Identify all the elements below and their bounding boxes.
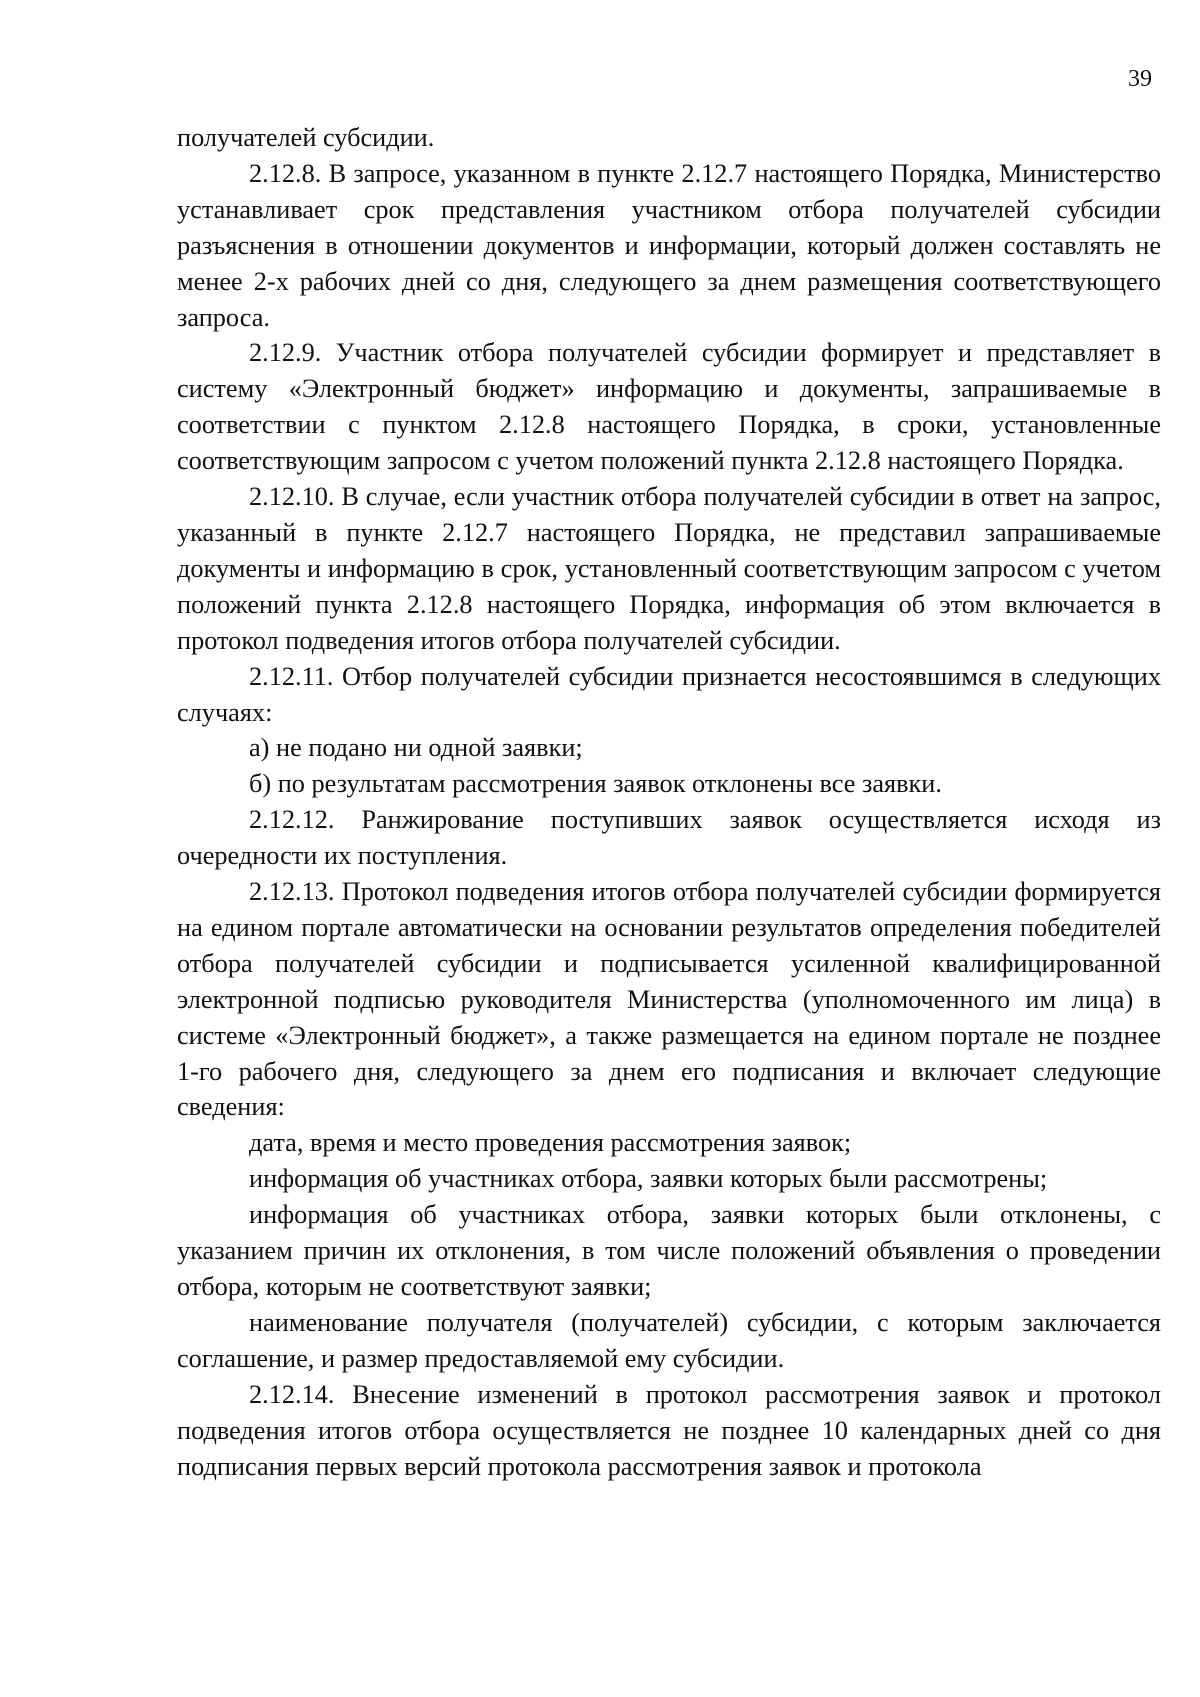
paragraph-2-12-10: 2.12.10. В случае, если участник отбора получателей субсидии в ответ на запрос, указанный в пункте 2.12.7 настоящего Порядка, не представил запрашиваемые документы и информацию в срок, установленный соответствующим запросом с учетом положений пункта 2.12.8 настоящего Порядка, информация об этом включается в протокол подведения итогов отбора получателей субсидии. xyxy=(177,482,1161,655)
paragraph-2-12-14: 2.12.14. Внесение изменений в протокол рассмотрения заявок и протокол подведения итогов отбора осуществляется не позднее 10 календарных дней со дня подписания первых версий протокола рассмотрения заявок и протокола xyxy=(177,1379,1161,1481)
paragraph-2-12-9: 2.12.9. Участник отбора получателей субсидии формирует и представляет в систему «Электронный бюджет» информацию и документы, запрашиваемые в соответствии с пунктом 2.12.8 настоящего Порядка, в сроки, установленные соответствующим запросом с учетом положений пункта 2.12.8 настоящего Порядка. xyxy=(177,338,1161,476)
paragraph-2-12-13: 2.12.13. Протокол подведения итогов отбора получателей субсидии формируется на едином портале автоматически на основании результатов определения победителей отбора получателей субсидии и подписывается усиленной квалифицированной электронной подписью руководителя Министерства (уполномоченного им лица) в системе «Электронный бюджет», а также размещается на едином портале не позднее 1-го рабочего дня, следующего за днем его подписания и включает следующие сведения: xyxy=(177,877,1161,1122)
paragraph-2-12-11: 2.12.11. Отбор получателей субсидии признается несостоявшимся в следующих случаях: xyxy=(177,661,1161,727)
paragraph-continuation: получателей субсидии. xyxy=(177,123,435,152)
list-item-a: а) не подано ни одной заявки; xyxy=(249,733,583,763)
paragraph-2-12-8: 2.12.8. В запросе, указанном в пункте 2.12.7 настоящего Порядка, Министерство устанавливает срок представления участником отбора получателей субсидии разъяснения в отношении документов и информации, который должен составлять не менее 2-х рабочих дней со дня, следующего за днем размещения соответствующего запроса. xyxy=(177,158,1161,332)
list-item-date: дата, время и место проведения рассмотрения заявок; xyxy=(249,1128,852,1158)
document-body xyxy=(177,120,1161,1484)
list-item-reviewed: информация об участниках отбора, заявки которых были рассмотрены; xyxy=(249,1164,1048,1194)
list-item-b: б) по результатам рассмотрения заявок отклонены все заявки. xyxy=(249,769,942,799)
list-item-recipient: наименование получателя (получателей) субсидии, с которым заключается соглашение, и размер предоставляемой ему субсидии. xyxy=(177,1307,1161,1373)
paragraph-2-12-12: 2.12.12. Ранжирование поступивших заявок осуществляется исходя из очередности их поступления. xyxy=(177,805,1161,871)
page-number: 39 xyxy=(1128,66,1152,92)
list-item-rejected: информация об участниках отбора, заявки которых были отклонены, с указанием причин их отклонения, в том числе положений объявления о проведении отбора, которым не соответствуют заявки; xyxy=(177,1200,1161,1301)
